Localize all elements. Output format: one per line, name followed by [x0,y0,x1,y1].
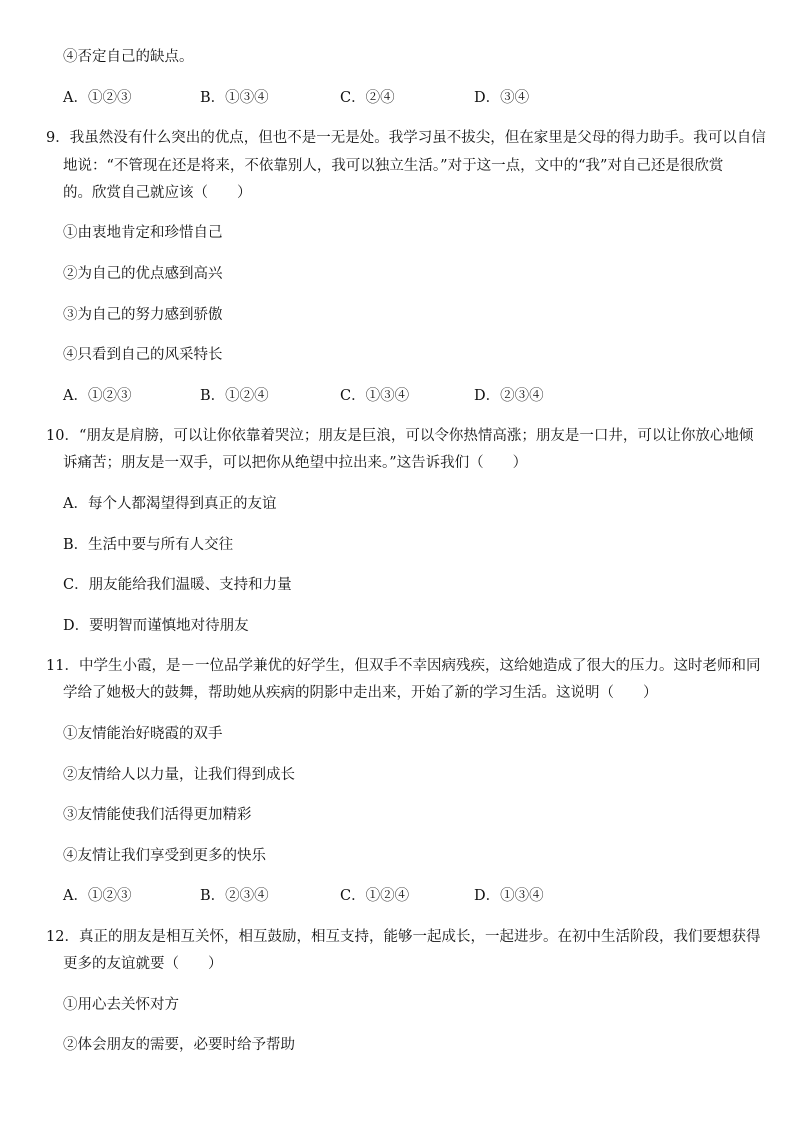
q9-stem-line-3: 的。欣赏自己就应该（ ） [63,185,252,201]
q9-option-a: A．①②③ [63,388,132,404]
q11-item-1: ①友情能治好晓霞的双手 [63,726,223,742]
q10-stem-line-2: 诉痛苦；朋友是一双手，可以把你从绝望中拉出来。”这告诉我们（ ） [63,455,528,471]
q9-option-c: C．①③④ [340,388,410,404]
q12-item-1: ①用心去关怀对方 [63,997,179,1013]
q9-stem-line-2: 地说：“不管现在还是将来，不依靠别人，我可以独立生活。”对于这一点，文中的“我”对自己还是很欣赏 [63,158,724,174]
q9-item-2: ②为自己的优点感到高兴 [63,266,223,282]
q12-stem-line-2: 更多的友谊就要（ ） [63,956,223,972]
q11-option-a: A．①②③ [63,888,132,904]
q11-item-4: ④友情让我们享受到更多的快乐 [63,848,266,864]
q11-option-b: B．②③④ [200,888,269,904]
q10-option-a: A．每个人都渴望得到真正的友谊 [63,496,277,512]
q8-option-d: D．③④ [474,90,530,106]
q8-option-b: B．①③④ [200,90,269,106]
q10-option-b: B．生活中要与所有人交往 [63,537,234,553]
q9-item-1: ①由衷地肯定和珍惜自己 [63,225,223,241]
q9-item-4: ④只看到自己的风采特长 [63,347,223,363]
q11-option-d: D．①③④ [474,888,544,904]
q12-item-2: ②体会朋友的需要，必要时给予帮助 [63,1037,295,1053]
q10-stem-line-1: 10．“朋友是肩膀，可以让你依靠着哭泣；朋友是巨浪，可以令你热情高涨；朋友是一口井，可以让你放心地倾 [46,428,754,444]
q11-stem-line-2: 学给了她极大的鼓舞，帮助她从疾病的阴影中走出来，开始了新的学习生活。这说明（ ） [63,685,658,701]
q9-item-3: ③为自己的努力感到骄傲 [63,307,223,323]
q11-stem-line-1: 11．中学生小霞，是－一位品学兼优的好学生，但双手不幸因病残疾，这给她造成了很大的压力。这时老师和同 [46,658,761,674]
q8-option-a: A．①②③ [63,90,132,106]
q9-stem-line-1: 9．我虽然没有什么突出的优点，但也不是一无是处。我学习虽不拔尖，但在家里是父母的得力助手。我可以自信 [46,130,766,146]
q10-option-d: D．要明智而谨慎地对待朋友 [63,618,249,634]
q11-option-c: C．①②④ [340,888,410,904]
q12-stem-line-1: 12．真正的朋友是相互关怀，相互鼓励，相互支持，能够一起成长，一起进步。在初中生活阶段，我们要想获得 [46,929,761,945]
q9-option-d: D．②③④ [474,388,544,404]
q9-option-b: B．①②④ [200,388,269,404]
q11-item-2: ②友情给人以力量，让我们得到成长 [63,767,295,783]
q8-option-c: C．②④ [340,90,395,106]
q11-item-3: ③友情能使我们活得更加精彩 [63,807,252,823]
q8-item-4: ④否定自己的缺点。 [63,49,194,65]
q10-option-c: C．朋友能给我们温暖、支持和力量 [63,577,292,593]
